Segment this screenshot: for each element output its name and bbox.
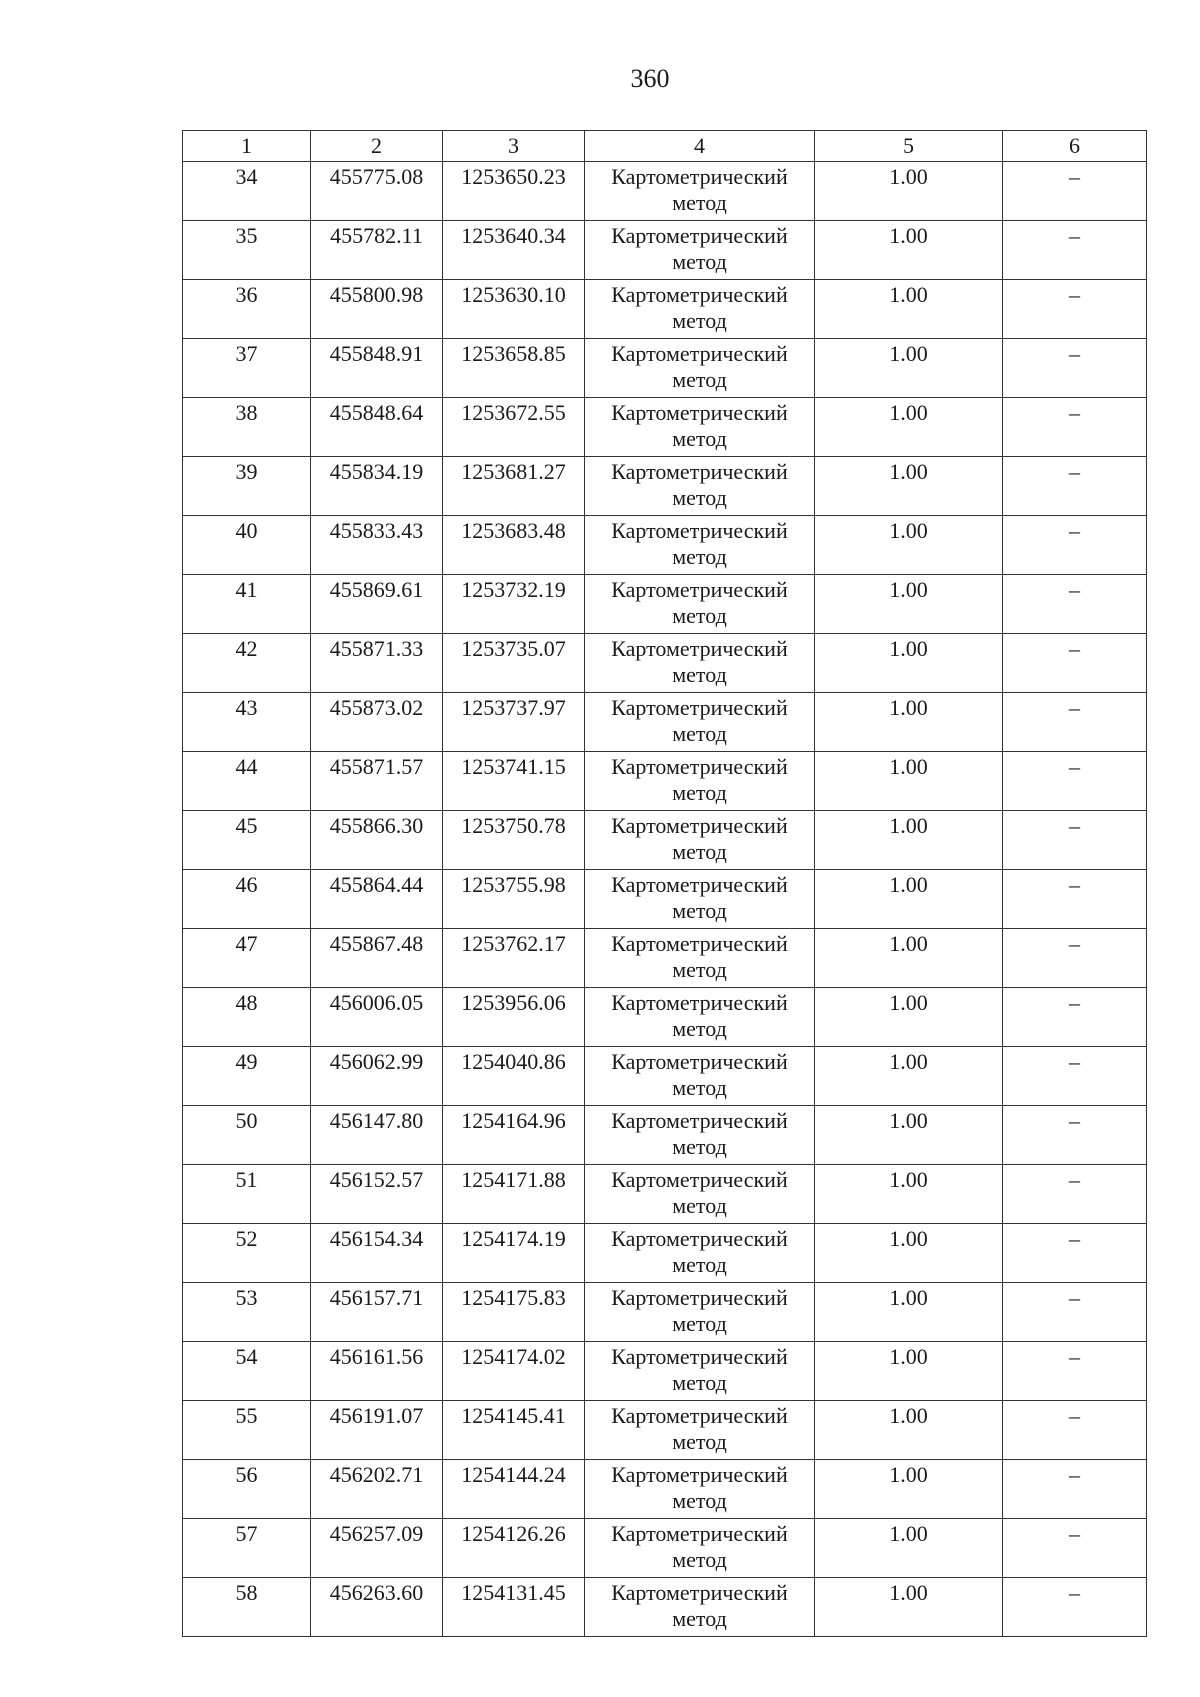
table-row xyxy=(183,339,1147,398)
x-coordinate-cell: 456202.71 xyxy=(311,1460,443,1519)
note-cell: – xyxy=(1003,929,1147,988)
method-cell: Картометрический метод xyxy=(585,634,815,693)
table-row xyxy=(183,634,1147,693)
table-header-row xyxy=(183,131,1147,162)
method-cell: Картометрический метод xyxy=(585,280,815,339)
note-cell: – xyxy=(1003,1401,1147,1460)
method-cell: Картометрический метод xyxy=(585,575,815,634)
y-coordinate-cell: 1253672.55 xyxy=(443,398,585,457)
x-coordinate-cell: 456006.05 xyxy=(311,988,443,1047)
table-row xyxy=(183,870,1147,929)
y-coordinate-cell: 1253956.06 xyxy=(443,988,585,1047)
point-number-cell: 56 xyxy=(183,1460,311,1519)
method-cell: Картометрический метод xyxy=(585,1283,815,1342)
accuracy-cell: 1.00 xyxy=(815,1224,1003,1283)
note-cell: – xyxy=(1003,339,1147,398)
method-cell: Картометрический метод xyxy=(585,1578,815,1637)
point-number-cell: 42 xyxy=(183,634,311,693)
note-cell: – xyxy=(1003,1224,1147,1283)
point-number-cell: 44 xyxy=(183,752,311,811)
point-number-cell: 58 xyxy=(183,1578,311,1637)
accuracy-cell: 1.00 xyxy=(815,1460,1003,1519)
note-cell: – xyxy=(1003,1283,1147,1342)
accuracy-cell: 1.00 xyxy=(815,1342,1003,1401)
table-row xyxy=(183,398,1147,457)
x-coordinate-cell: 456062.99 xyxy=(311,1047,443,1106)
x-coordinate-cell: 456157.71 xyxy=(311,1283,443,1342)
column-header: 4 xyxy=(585,131,815,162)
y-coordinate-cell: 1254175.83 xyxy=(443,1283,585,1342)
table-row xyxy=(183,575,1147,634)
point-number-cell: 36 xyxy=(183,280,311,339)
table-row xyxy=(183,1401,1147,1460)
note-cell: – xyxy=(1003,1106,1147,1165)
x-coordinate-cell: 455873.02 xyxy=(311,693,443,752)
x-coordinate-cell: 456161.56 xyxy=(311,1342,443,1401)
point-number-cell: 48 xyxy=(183,988,311,1047)
x-coordinate-cell: 456263.60 xyxy=(311,1578,443,1637)
x-coordinate-cell: 456257.09 xyxy=(311,1519,443,1578)
coordinates-table xyxy=(182,130,1147,1637)
accuracy-cell: 1.00 xyxy=(815,693,1003,752)
accuracy-cell: 1.00 xyxy=(815,1165,1003,1224)
column-header: 6 xyxy=(1003,131,1147,162)
note-cell: – xyxy=(1003,752,1147,811)
note-cell: – xyxy=(1003,693,1147,752)
table-row xyxy=(183,162,1147,221)
point-number-cell: 39 xyxy=(183,457,311,516)
note-cell: – xyxy=(1003,280,1147,339)
point-number-cell: 46 xyxy=(183,870,311,929)
x-coordinate-cell: 455871.57 xyxy=(311,752,443,811)
y-coordinate-cell: 1254144.24 xyxy=(443,1460,585,1519)
table-row xyxy=(183,457,1147,516)
x-coordinate-cell: 455775.08 xyxy=(311,162,443,221)
y-coordinate-cell: 1254174.02 xyxy=(443,1342,585,1401)
accuracy-cell: 1.00 xyxy=(815,280,1003,339)
method-cell: Картометрический метод xyxy=(585,1224,815,1283)
x-coordinate-cell: 455848.64 xyxy=(311,398,443,457)
note-cell: – xyxy=(1003,1460,1147,1519)
table-row xyxy=(183,1460,1147,1519)
accuracy-cell: 1.00 xyxy=(815,988,1003,1047)
method-cell: Картометрический метод xyxy=(585,398,815,457)
y-coordinate-cell: 1253762.17 xyxy=(443,929,585,988)
method-cell: Картометрический метод xyxy=(585,516,815,575)
note-cell: – xyxy=(1003,1342,1147,1401)
y-coordinate-cell: 1254126.26 xyxy=(443,1519,585,1578)
page-number: 360 xyxy=(630,64,670,93)
note-cell: – xyxy=(1003,1519,1147,1578)
accuracy-cell: 1.00 xyxy=(815,752,1003,811)
y-coordinate-cell: 1254040.86 xyxy=(443,1047,585,1106)
point-number-cell: 49 xyxy=(183,1047,311,1106)
point-number-cell: 38 xyxy=(183,398,311,457)
accuracy-cell: 1.00 xyxy=(815,398,1003,457)
method-cell: Картометрический метод xyxy=(585,870,815,929)
accuracy-cell: 1.00 xyxy=(815,870,1003,929)
accuracy-cell: 1.00 xyxy=(815,1519,1003,1578)
method-cell: Картометрический метод xyxy=(585,1165,815,1224)
note-cell: – xyxy=(1003,457,1147,516)
point-number-cell: 53 xyxy=(183,1283,311,1342)
point-number-cell: 45 xyxy=(183,811,311,870)
y-coordinate-cell: 1253630.10 xyxy=(443,280,585,339)
table-row xyxy=(183,1106,1147,1165)
x-coordinate-cell: 455833.43 xyxy=(311,516,443,575)
method-cell: Картометрический метод xyxy=(585,929,815,988)
method-cell: Картометрический метод xyxy=(585,162,815,221)
accuracy-cell: 1.00 xyxy=(815,1283,1003,1342)
table-row xyxy=(183,280,1147,339)
y-coordinate-cell: 1253640.34 xyxy=(443,221,585,280)
accuracy-cell: 1.00 xyxy=(815,516,1003,575)
accuracy-cell: 1.00 xyxy=(815,1401,1003,1460)
y-coordinate-cell: 1254174.19 xyxy=(443,1224,585,1283)
x-coordinate-cell: 455848.91 xyxy=(311,339,443,398)
table-row xyxy=(183,516,1147,575)
y-coordinate-cell: 1253741.15 xyxy=(443,752,585,811)
y-coordinate-cell: 1253681.27 xyxy=(443,457,585,516)
method-cell: Картометрический метод xyxy=(585,339,815,398)
note-cell: – xyxy=(1003,162,1147,221)
y-coordinate-cell: 1253737.97 xyxy=(443,693,585,752)
table-row xyxy=(183,1165,1147,1224)
accuracy-cell: 1.00 xyxy=(815,221,1003,280)
x-coordinate-cell: 456154.34 xyxy=(311,1224,443,1283)
note-cell: – xyxy=(1003,811,1147,870)
accuracy-cell: 1.00 xyxy=(815,457,1003,516)
table-row xyxy=(183,1519,1147,1578)
x-coordinate-cell: 455864.44 xyxy=(311,870,443,929)
x-coordinate-cell: 456191.07 xyxy=(311,1401,443,1460)
y-coordinate-cell: 1253735.07 xyxy=(443,634,585,693)
y-coordinate-cell: 1254131.45 xyxy=(443,1578,585,1637)
note-cell: – xyxy=(1003,1165,1147,1224)
point-number-cell: 52 xyxy=(183,1224,311,1283)
method-cell: Картометрический метод xyxy=(585,693,815,752)
column-header: 5 xyxy=(815,131,1003,162)
method-cell: Картометрический метод xyxy=(585,221,815,280)
accuracy-cell: 1.00 xyxy=(815,811,1003,870)
x-coordinate-cell: 456152.57 xyxy=(311,1165,443,1224)
note-cell: – xyxy=(1003,398,1147,457)
accuracy-cell: 1.00 xyxy=(815,162,1003,221)
note-cell: – xyxy=(1003,634,1147,693)
accuracy-cell: 1.00 xyxy=(815,339,1003,398)
table-row xyxy=(183,1342,1147,1401)
y-coordinate-cell: 1253732.19 xyxy=(443,575,585,634)
y-coordinate-cell: 1253755.98 xyxy=(443,870,585,929)
column-header: 2 xyxy=(311,131,443,162)
point-number-cell: 35 xyxy=(183,221,311,280)
point-number-cell: 37 xyxy=(183,339,311,398)
point-number-cell: 51 xyxy=(183,1165,311,1224)
table-row xyxy=(183,1283,1147,1342)
point-number-cell: 57 xyxy=(183,1519,311,1578)
accuracy-cell: 1.00 xyxy=(815,1047,1003,1106)
point-number-cell: 43 xyxy=(183,693,311,752)
accuracy-cell: 1.00 xyxy=(815,1106,1003,1165)
x-coordinate-cell: 455869.61 xyxy=(311,575,443,634)
table-row xyxy=(183,929,1147,988)
method-cell: Картометрический метод xyxy=(585,752,815,811)
y-coordinate-cell: 1253750.78 xyxy=(443,811,585,870)
note-cell: – xyxy=(1003,221,1147,280)
method-cell: Картометрический метод xyxy=(585,1519,815,1578)
y-coordinate-cell: 1254145.41 xyxy=(443,1401,585,1460)
table-body xyxy=(183,162,1147,1637)
x-coordinate-cell: 455800.98 xyxy=(311,280,443,339)
table-row xyxy=(183,1047,1147,1106)
point-number-cell: 41 xyxy=(183,575,311,634)
method-cell: Картометрический метод xyxy=(585,457,815,516)
y-coordinate-cell: 1253658.85 xyxy=(443,339,585,398)
point-number-cell: 55 xyxy=(183,1401,311,1460)
y-coordinate-cell: 1253650.23 xyxy=(443,162,585,221)
method-cell: Картометрический метод xyxy=(585,811,815,870)
method-cell: Картометрический метод xyxy=(585,1106,815,1165)
note-cell: – xyxy=(1003,1578,1147,1637)
x-coordinate-cell: 455867.48 xyxy=(311,929,443,988)
note-cell: – xyxy=(1003,988,1147,1047)
note-cell: – xyxy=(1003,1047,1147,1106)
x-coordinate-cell: 455866.30 xyxy=(311,811,443,870)
table-row xyxy=(183,1578,1147,1637)
method-cell: Картометрический метод xyxy=(585,1047,815,1106)
table-row xyxy=(183,693,1147,752)
y-coordinate-cell: 1254171.88 xyxy=(443,1165,585,1224)
accuracy-cell: 1.00 xyxy=(815,634,1003,693)
table-row xyxy=(183,811,1147,870)
note-cell: – xyxy=(1003,575,1147,634)
table-row xyxy=(183,988,1147,1047)
x-coordinate-cell: 455871.33 xyxy=(311,634,443,693)
table-row xyxy=(183,1224,1147,1283)
column-header: 1 xyxy=(183,131,311,162)
x-coordinate-cell: 456147.80 xyxy=(311,1106,443,1165)
accuracy-cell: 1.00 xyxy=(815,929,1003,988)
x-coordinate-cell: 455834.19 xyxy=(311,457,443,516)
note-cell: – xyxy=(1003,870,1147,929)
point-number-cell: 34 xyxy=(183,162,311,221)
note-cell: – xyxy=(1003,516,1147,575)
x-coordinate-cell: 455782.11 xyxy=(311,221,443,280)
point-number-cell: 40 xyxy=(183,516,311,575)
table-row xyxy=(183,221,1147,280)
point-number-cell: 54 xyxy=(183,1342,311,1401)
method-cell: Картометрический метод xyxy=(585,988,815,1047)
y-coordinate-cell: 1254164.96 xyxy=(443,1106,585,1165)
point-number-cell: 47 xyxy=(183,929,311,988)
method-cell: Картометрический метод xyxy=(585,1460,815,1519)
table-row xyxy=(183,752,1147,811)
method-cell: Картометрический метод xyxy=(585,1401,815,1460)
accuracy-cell: 1.00 xyxy=(815,1578,1003,1637)
accuracy-cell: 1.00 xyxy=(815,575,1003,634)
method-cell: Картометрический метод xyxy=(585,1342,815,1401)
point-number-cell: 50 xyxy=(183,1106,311,1165)
y-coordinate-cell: 1253683.48 xyxy=(443,516,585,575)
column-header: 3 xyxy=(443,131,585,162)
